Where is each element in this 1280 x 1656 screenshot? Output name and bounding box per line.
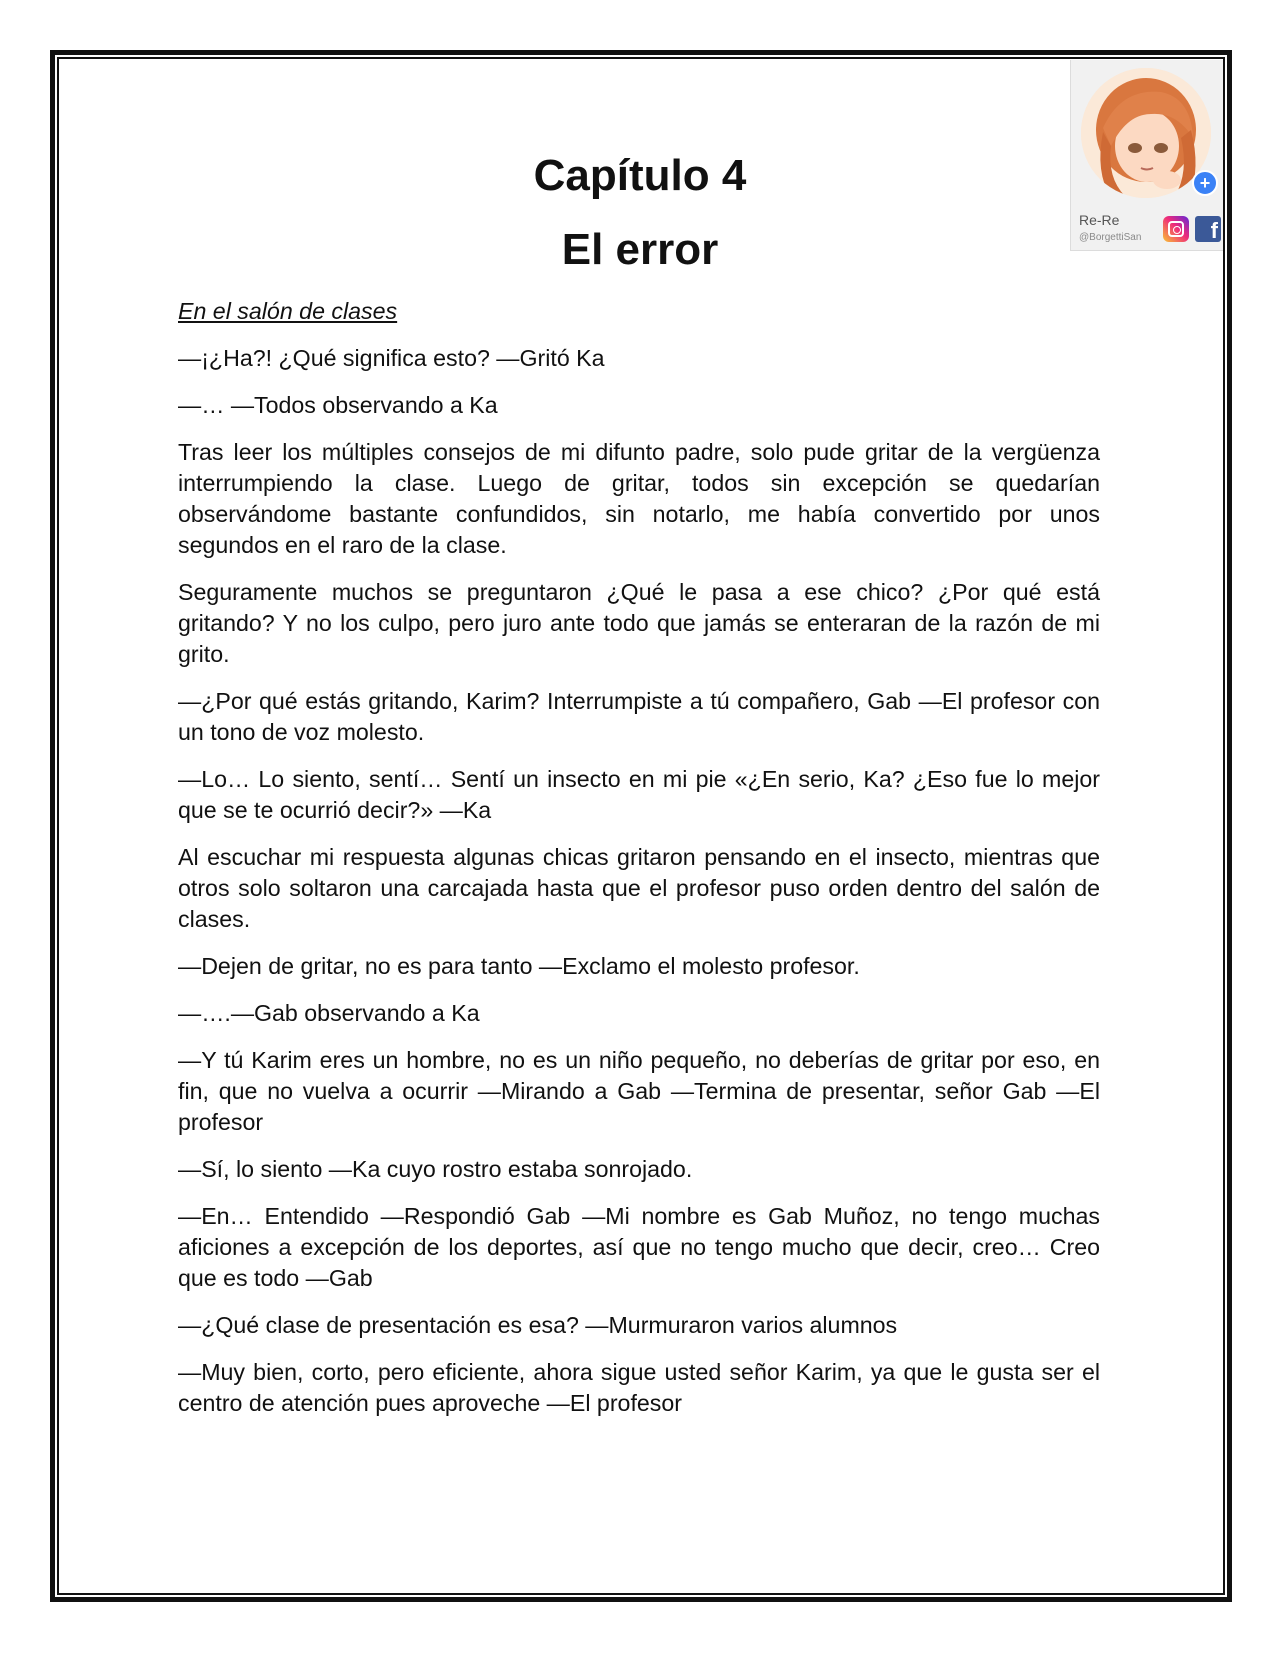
paragraph: —¡¿Ha?! ¿Qué significa esto? —Gritó Ka: [178, 345, 605, 371]
paragraph: —¿Por qué estás gritando, Karim? Interrumpiste a tú compañero, Gab —El profesor con un tono de voz molesto.: [178, 688, 1100, 745]
plus-icon[interactable]: +: [1192, 170, 1218, 196]
paragraph: Al escuchar mi respuesta algunas chicas gritaron pensando en el insecto, mientras que otros solo soltaron una carcajada hasta que el profesor puso orden dentro del salón de clases.: [178, 844, 1100, 932]
chapter-body: [178, 296, 1100, 1435]
badge-handle: @BorgettiSan: [1079, 232, 1142, 243]
paragraph: —Muy bien, corto, pero eficiente, ahora sigue usted señor Karim, ya que le gusta ser el centro de atención pues aproveche —El profesor: [178, 1359, 1100, 1416]
paragraph: —En… Entendido —Respondió Gab —Mi nombre es Gab Muñoz, no tengo muchas aficiones a excepción de los deportes, así que no tengo mucho que decir, creo… Creo que es todo —Gab: [178, 1203, 1100, 1291]
facebook-icon[interactable]: f: [1195, 216, 1221, 242]
chapter-title: El error: [561, 225, 719, 274]
paragraph: —… —Todos observando a Ka: [178, 392, 498, 418]
paragraph: —….—Gab observando a Ka: [178, 1000, 480, 1026]
scene-heading: En el salón de clases: [178, 298, 398, 324]
paragraph: Seguramente muchos se preguntaron ¿Qué le pasa a ese chico? ¿Por qué está gritando? Y no los culpo, pero juro ante todo que jamás se enteraran de la razón de mi grito.: [178, 579, 1100, 667]
paragraph: Tras leer los múltiples consejos de mi difunto padre, solo pude gritar de la vergüenza interrumpiendo la clase. Luego de gritar, todos sin excepción se quedarían observándome bastante confundidos, sin notarlo, me había convertido por unos segundos en el raro de la clase.: [178, 439, 1100, 558]
profile-badge[interactable]: [1070, 60, 1223, 251]
paragraph: —¿Qué clase de presentación es esa? —Murmuraron varios alumnos: [178, 1312, 898, 1338]
paragraph: —Sí, lo siento —Ka cuyo rostro estaba sonrojado.: [178, 1156, 693, 1182]
paragraph: —Lo… Lo siento, sentí… Sentí un insecto en mi pie «¿En serio, Ka? ¿Eso fue lo mejor que se te ocurrió decir?» —Ka: [178, 766, 1100, 823]
instagram-icon[interactable]: [1163, 216, 1189, 242]
paragraph: —Y tú Karim eres un hombre, no es un niño pequeño, no deberías de gritar por eso, en fin, que no vuelva a ocurrir —Mirando a Gab —Termina de presentar, señor Gab —El profesor: [178, 1047, 1100, 1135]
chapter-number: Capítulo 4: [533, 151, 747, 200]
paragraph: —Dejen de gritar, no es para tanto —Exclamo el molesto profesor.: [178, 953, 860, 979]
badge-name: Re-Re: [1079, 212, 1120, 228]
